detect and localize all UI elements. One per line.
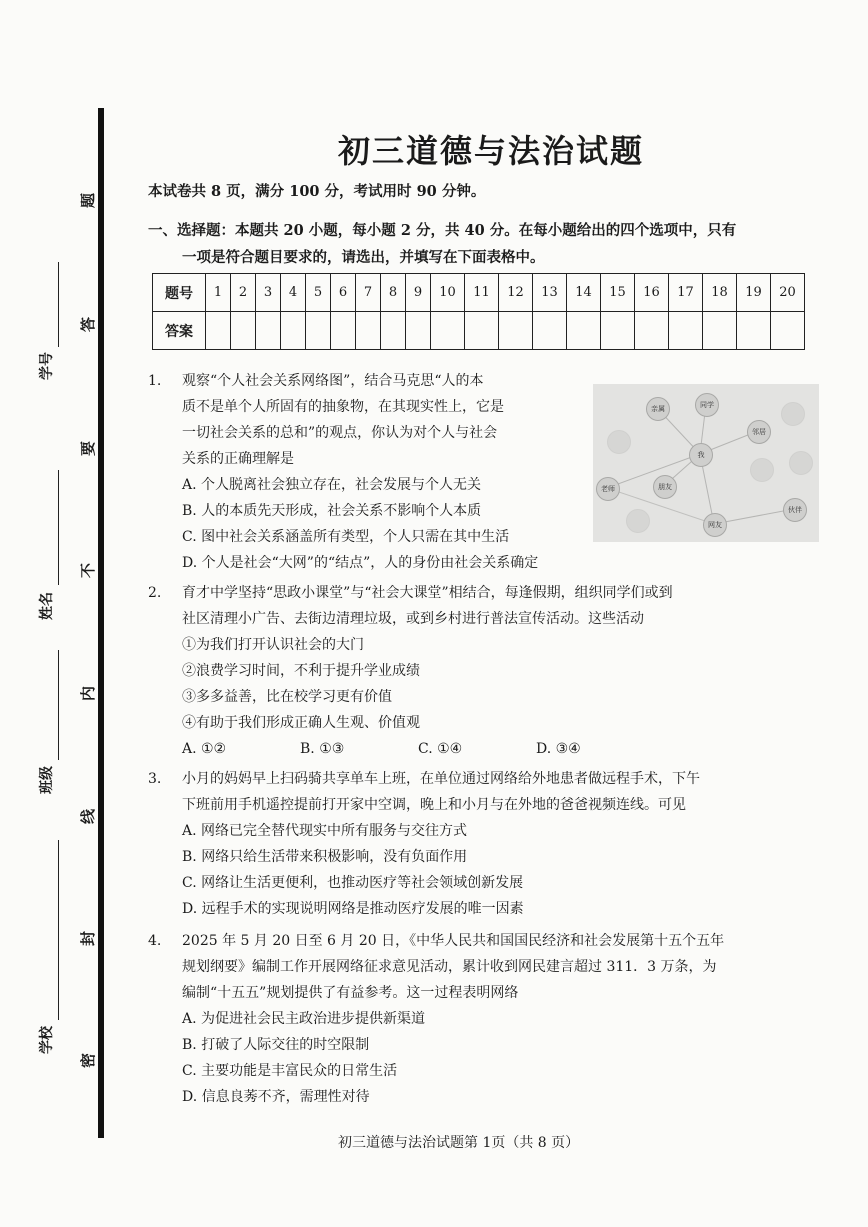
exam-intro: 本试卷共 8 页，满分 100 分，考试用时 90 分钟。 <box>148 183 486 200</box>
network-node: 亲属 <box>646 397 670 421</box>
network-node-blank <box>781 402 805 426</box>
answer-cell[interactable] <box>381 312 406 350</box>
question-2 <box>148 580 820 762</box>
answer-cell[interactable] <box>635 312 669 350</box>
seal-char: 封 <box>79 930 98 947</box>
seal-char: 密 <box>79 1052 98 1069</box>
network-node: 我 <box>689 443 713 467</box>
row-label: 题号 <box>153 274 206 312</box>
option-b[interactable]: B. 网络只给生活带来积极影响，没有负面作用 <box>182 849 468 865</box>
field-label: 姓名 <box>39 592 55 620</box>
binding-line <box>98 108 104 1138</box>
question-stem <box>182 766 820 818</box>
answer-cell[interactable] <box>601 312 635 350</box>
question-number-cell: 14 <box>567 274 601 312</box>
question-3 <box>148 766 820 922</box>
network-node-blank <box>789 451 813 475</box>
question-number-cell: 3 <box>256 274 281 312</box>
choice-row <box>182 736 820 762</box>
network-node-blank <box>607 430 631 454</box>
answer-cell[interactable] <box>703 312 737 350</box>
field-label: 学校 <box>39 1026 55 1054</box>
stem-line: 社区清理小广告、去街边清理垃圾，或到乡村进行普法宣传活动。这些活动 <box>182 611 644 627</box>
field-line <box>58 262 59 347</box>
answer-cell[interactable] <box>406 312 431 350</box>
question-number: 2. <box>148 585 162 601</box>
question-number-cell: 11 <box>465 274 499 312</box>
statement-item: ③多多益善，比在校学习更有价值 <box>182 689 392 705</box>
question-stem <box>182 928 820 1006</box>
network-node: 朋友 <box>653 475 677 499</box>
option-b[interactable]: B. 打破了人际交往的时空限制 <box>182 1037 370 1053</box>
answer-table-answer-row <box>153 312 805 350</box>
section-heading-line: 一项是符合题目要求的，请选出，并填写在下面表格中。 <box>182 249 545 266</box>
network-node-blank <box>750 458 774 482</box>
page-title: 初三道德与法治试题 <box>338 132 645 170</box>
stem-line: 规划纲要》编制工作开展网络征求意见活动，累计收到网民建言超过 311．3 万条，为 <box>182 959 717 975</box>
question-number-cell: 10 <box>431 274 465 312</box>
answer-cell[interactable] <box>669 312 703 350</box>
question-number: 3. <box>148 771 162 787</box>
question-number-cell: 15 <box>601 274 635 312</box>
social-network-figure <box>593 384 819 542</box>
stem-line: 一切社会关系的总和”的观点，你认为对个人与社会 <box>182 425 498 441</box>
stem-line: 观察“个人社会关系网络图”，结合马克思“人的本 <box>182 373 484 389</box>
stem-line: 编制“十五五”规划提供了有益参考。这一过程表明网络 <box>182 985 519 1001</box>
question-number-cell: 19 <box>737 274 771 312</box>
network-node: 网友 <box>703 513 727 537</box>
option-d[interactable]: D. ③④ <box>536 741 581 757</box>
network-node: 老师 <box>596 477 620 501</box>
question-number: 4. <box>148 933 162 949</box>
question-number-cell: 6 <box>331 274 356 312</box>
network-node-blank <box>626 509 650 533</box>
question-number-cell: 5 <box>306 274 331 312</box>
stem-line: 小月的妈妈早上扫码骑共享单车上班，在单位通过网络给外地患者做远程手术，下午 <box>182 771 700 787</box>
answer-cell[interactable] <box>206 312 231 350</box>
option-c[interactable]: C. 图中社会关系涵盖所有类型，个人只需在其中生活 <box>182 529 510 545</box>
field-label: 学号 <box>39 352 55 380</box>
field-line <box>58 650 59 760</box>
seal-char: 内 <box>79 685 98 702</box>
section-heading <box>148 217 820 271</box>
answer-cell[interactable] <box>256 312 281 350</box>
option-a[interactable]: A. 网络已完全替代现实中所有服务与交往方式 <box>182 823 468 839</box>
question-number-cell: 4 <box>281 274 306 312</box>
question-number-cell: 9 <box>406 274 431 312</box>
question-number-cell: 12 <box>499 274 533 312</box>
answer-cell[interactable] <box>465 312 499 350</box>
question-stem <box>182 580 820 632</box>
question-number-cell: 2 <box>231 274 256 312</box>
stem-line: 下班前用手机遥控提前打开家中空调，晚上和小月与在外地的爸爸视频连线。可见 <box>182 797 686 813</box>
section-heading-line: 一、选择题：本题共 20 小题，每小题 2 分，共 40 分。在每小题给出的四个选项中，只有 <box>148 222 737 239</box>
question-number-cell: 8 <box>381 274 406 312</box>
answer-cell[interactable] <box>231 312 256 350</box>
stem-line: 关系的正确理解是 <box>182 451 294 467</box>
seal-char: 要 <box>79 440 98 457</box>
answer-cell[interactable] <box>771 312 805 350</box>
question-4 <box>148 928 820 1110</box>
seal-char: 线 <box>79 808 98 825</box>
stem-line: 2025 年 5 月 20 日至 6 月 20 日，《中华人民共和国国民经济和社会发展第十五个五年 <box>182 933 725 949</box>
option-b[interactable]: B. 人的本质先天形成，社会关系不影响个人本质 <box>182 503 482 519</box>
option-d[interactable]: D. 信息良莠不齐，需理性对待 <box>182 1089 370 1105</box>
page-footer: 初三道德与法治试题第 1页（共 8 页） <box>338 1135 580 1151</box>
seal-char: 不 <box>79 562 98 579</box>
question-number-cell: 17 <box>669 274 703 312</box>
question-number-cell: 18 <box>703 274 737 312</box>
question-number-cell: 13 <box>533 274 567 312</box>
option-c[interactable]: C. 主要功能是丰富民众的日常生活 <box>182 1063 398 1079</box>
statement-item: ④有助于我们形成正确人生观、价值观 <box>182 715 420 731</box>
option-c[interactable]: C. ①④ <box>418 741 463 757</box>
question-number-cell: 20 <box>771 274 805 312</box>
network-node: 同学 <box>695 393 719 417</box>
option-a[interactable]: A. 个人脱离社会独立存在，社会发展与个人无关 <box>182 477 482 493</box>
stem-line: 质不是单个人所固有的抽象物，在其现实性上，它是 <box>182 399 504 415</box>
option-a[interactable]: A. ①② <box>182 741 227 757</box>
answer-cell[interactable] <box>567 312 601 350</box>
answer-table <box>152 273 805 350</box>
statement-item: ②浪费学习时间，不利于提升学业成绩 <box>182 663 420 679</box>
option-d[interactable]: D. 个人是社会“大网”的“结点”，人的身份由社会关系确定 <box>182 555 539 571</box>
answer-cell[interactable] <box>533 312 567 350</box>
network-node: 伙伴 <box>783 498 807 522</box>
answer-cell[interactable] <box>356 312 381 350</box>
answer-cell[interactable] <box>281 312 306 350</box>
row-label: 答案 <box>153 312 206 350</box>
field-line <box>58 470 59 585</box>
option-d[interactable]: D. 远程手术的实现说明网络是推动医疗发展的唯一因素 <box>182 901 524 917</box>
answer-cell[interactable] <box>499 312 533 350</box>
option-c[interactable]: C. 网络让生活更便利，也推动医疗等社会领域创新发展 <box>182 875 524 891</box>
question-stem <box>182 368 588 472</box>
answer-cell[interactable] <box>737 312 771 350</box>
question-number-cell: 1 <box>206 274 231 312</box>
question-1 <box>148 368 588 576</box>
network-node: 邻居 <box>747 420 771 444</box>
question-number-cell: 16 <box>635 274 669 312</box>
answer-cell[interactable] <box>431 312 465 350</box>
question-number: 1. <box>148 373 162 389</box>
option-a[interactable]: A. 为促进社会民主政治进步提供新渠道 <box>182 1011 426 1027</box>
stem-line: 育才中学坚持“思政小课堂”与“社会大课堂”相结合，每逢假期，组织同学们或到 <box>182 585 673 601</box>
statement-item: ①为我们打开认识社会的大门 <box>182 637 364 653</box>
seal-char: 题 <box>79 192 98 209</box>
field-line <box>58 840 59 1020</box>
answer-cell[interactable] <box>331 312 356 350</box>
option-b[interactable]: B. ①③ <box>300 741 345 757</box>
question-number-cell: 7 <box>356 274 381 312</box>
answer-cell[interactable] <box>306 312 331 350</box>
field-label: 班级 <box>39 766 55 794</box>
seal-char: 答 <box>79 316 98 333</box>
answer-table-number-row <box>153 274 805 312</box>
